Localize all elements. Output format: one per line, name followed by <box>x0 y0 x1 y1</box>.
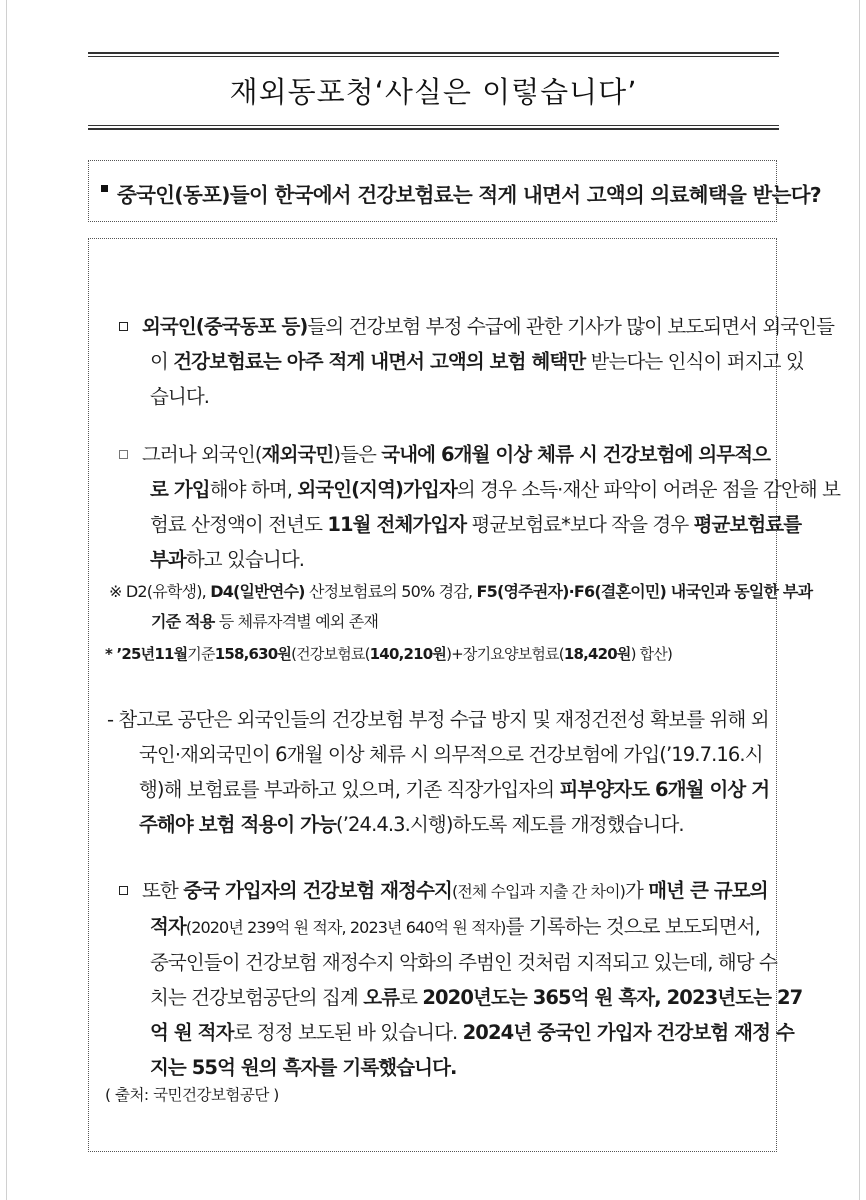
text-bold: 158,630원 <box>214 645 292 663</box>
text: )들은 <box>333 443 382 466</box>
text: (전체 수입과 지출 간 차이) <box>451 882 625 901</box>
text-bold: ’25년11월 <box>116 645 188 663</box>
text: (’24.4.3.시행)하도록 제도를 개정했습니다. <box>336 813 684 836</box>
title-top-rule <box>88 52 779 54</box>
text: 산정보험료의 50% 경감, <box>304 582 477 601</box>
text-bold: 지는 55억 원의 흑자를 기록했습니다. <box>150 1056 457 1079</box>
paragraph-1 <box>119 309 835 414</box>
text: ※ D2(유학생), <box>109 582 211 601</box>
text-bold: 국내에 6개월 이상 체류 시 건강보험에 의무적으 <box>381 443 771 466</box>
text: ) 합산) <box>630 645 673 663</box>
text: 기준 <box>187 645 215 663</box>
text: 가 <box>624 879 649 902</box>
text: 험료 산정액이 전년도 <box>150 513 328 536</box>
text-bold: 외국인(지역)가입자 <box>297 478 457 501</box>
text-bold: 부과 <box>150 548 186 571</box>
text-bold: 18,420원 <box>563 645 631 663</box>
text-bold: F5(영주권자)·F6(결혼이민) 내국인과 동일한 부과 <box>476 582 813 601</box>
text-bold: 오류 <box>363 986 400 1009</box>
text: 국인·재외국민이 6개월 이상 체류 시 의무적으로 건강보험에 가입(’19.7.16.시 <box>139 743 763 766</box>
text: 중국인들이 건강보험 재정수지 악화의 주범인 것처럼 지적되고 있는데, 해당 수 <box>150 951 777 974</box>
title-bottom-rule-thin <box>88 125 779 126</box>
text-bold: 140,210원 <box>369 645 447 663</box>
question-bullet-icon <box>101 185 108 192</box>
paragraph-2 <box>119 437 841 577</box>
text: 해야 하며, <box>209 478 298 501</box>
text: 평균보험료*보다 작을 경우 <box>466 513 694 536</box>
text-bold: 외국인(중국동포 등) <box>142 315 308 338</box>
text: 등 체류자격별 예외 존재 <box>214 612 379 631</box>
note-visa-exceptions <box>109 577 812 637</box>
text: 또한 <box>142 879 184 902</box>
text-bold: 억 원 적자 <box>150 1021 234 1044</box>
text: 행)해 보험료를 부과하고 있으며, 기존 직장가입자의 <box>139 778 560 801</box>
question-text: 중국인(동포)들이 한국에서 건강보험료는 적게 내면서 고액의 의료혜택을 받는다? <box>117 183 821 207</box>
text-bold: 재외국민 <box>261 443 334 466</box>
text: )+장기요양보험료( <box>446 645 564 663</box>
text-bold: 2024년 중국인 가입자 건강보험 재정 수 <box>462 1021 794 1044</box>
page-edge-right <box>859 0 860 1200</box>
text-bold: D4(일반연수) <box>210 582 305 601</box>
text-bold: 건강보험료는 아주 적게 내면서 고액의 보험 혜택만 <box>173 350 586 373</box>
paragraph-4 <box>119 873 803 1085</box>
paragraph-3 <box>107 702 770 842</box>
text: - 참고로 공단은 외국인들의 건강보험 부정 수급 방지 및 재정건전성 확보를 위해 외 <box>107 708 769 731</box>
text: 그러나 외국인( <box>142 443 262 466</box>
text-bold: 11월 전체가입자 <box>327 513 467 536</box>
text: 로 <box>399 986 423 1009</box>
text-bold: 로 가입 <box>150 478 210 501</box>
title-bottom-rule <box>88 128 779 130</box>
text-bold: 기준 적용 <box>151 612 215 631</box>
text: (건강보험료( <box>291 645 370 663</box>
text: 의 경우 소득·재산 파악이 어려운 점을 감안해 보 <box>456 478 841 501</box>
source-note: ( 출처: 국민건강보험공단 ) <box>105 1086 279 1104</box>
title-top-rule-thin <box>88 56 779 57</box>
page-title: 재외동포청‘사실은 이렇습니다’ <box>229 75 638 109</box>
text-bold: 평균보험료를 <box>693 513 802 536</box>
text: 들의 건강보험 부정 수급에 관한 기사가 많이 보도되면서 외국인들 <box>307 315 835 338</box>
text: 이 <box>150 350 174 373</box>
note-average-premium <box>105 639 672 669</box>
text: (2020년 239억 원 적자, 2023년 640억 원 적자) <box>185 918 506 937</box>
text: 습니다. <box>150 385 210 408</box>
text-bold: 중국 가입자의 건강보험 재정수지 <box>183 879 452 902</box>
text-bold: 피부양자도 6개월 이상 거 <box>559 778 770 801</box>
text-bold: * <box>105 645 117 663</box>
text: 로 정정 보도된 바 있습니다. <box>233 1021 463 1044</box>
text-bold: 주해야 보험 적용이 가능 <box>139 813 337 836</box>
question-box <box>88 160 821 222</box>
page-edge-left <box>6 0 7 1200</box>
square-bullet-icon <box>119 322 128 331</box>
text-bold: 2020년도는 365억 원 흑자, 2023년도는 27 <box>422 986 803 1009</box>
square-bullet-icon <box>119 450 128 459</box>
text: 받는다는 인식이 퍼지고 있 <box>585 350 804 373</box>
text-bold: 적자 <box>150 915 186 938</box>
content-box <box>88 238 841 1152</box>
text: 를 기록하는 것으로 보도되면서, <box>505 915 760 938</box>
text-bold: 매년 큰 규모의 <box>648 879 768 902</box>
text: 하고 있습니다. <box>185 548 305 571</box>
square-bullet-icon <box>119 886 128 895</box>
text: 치는 건강보험공단의 집계 <box>150 986 364 1009</box>
